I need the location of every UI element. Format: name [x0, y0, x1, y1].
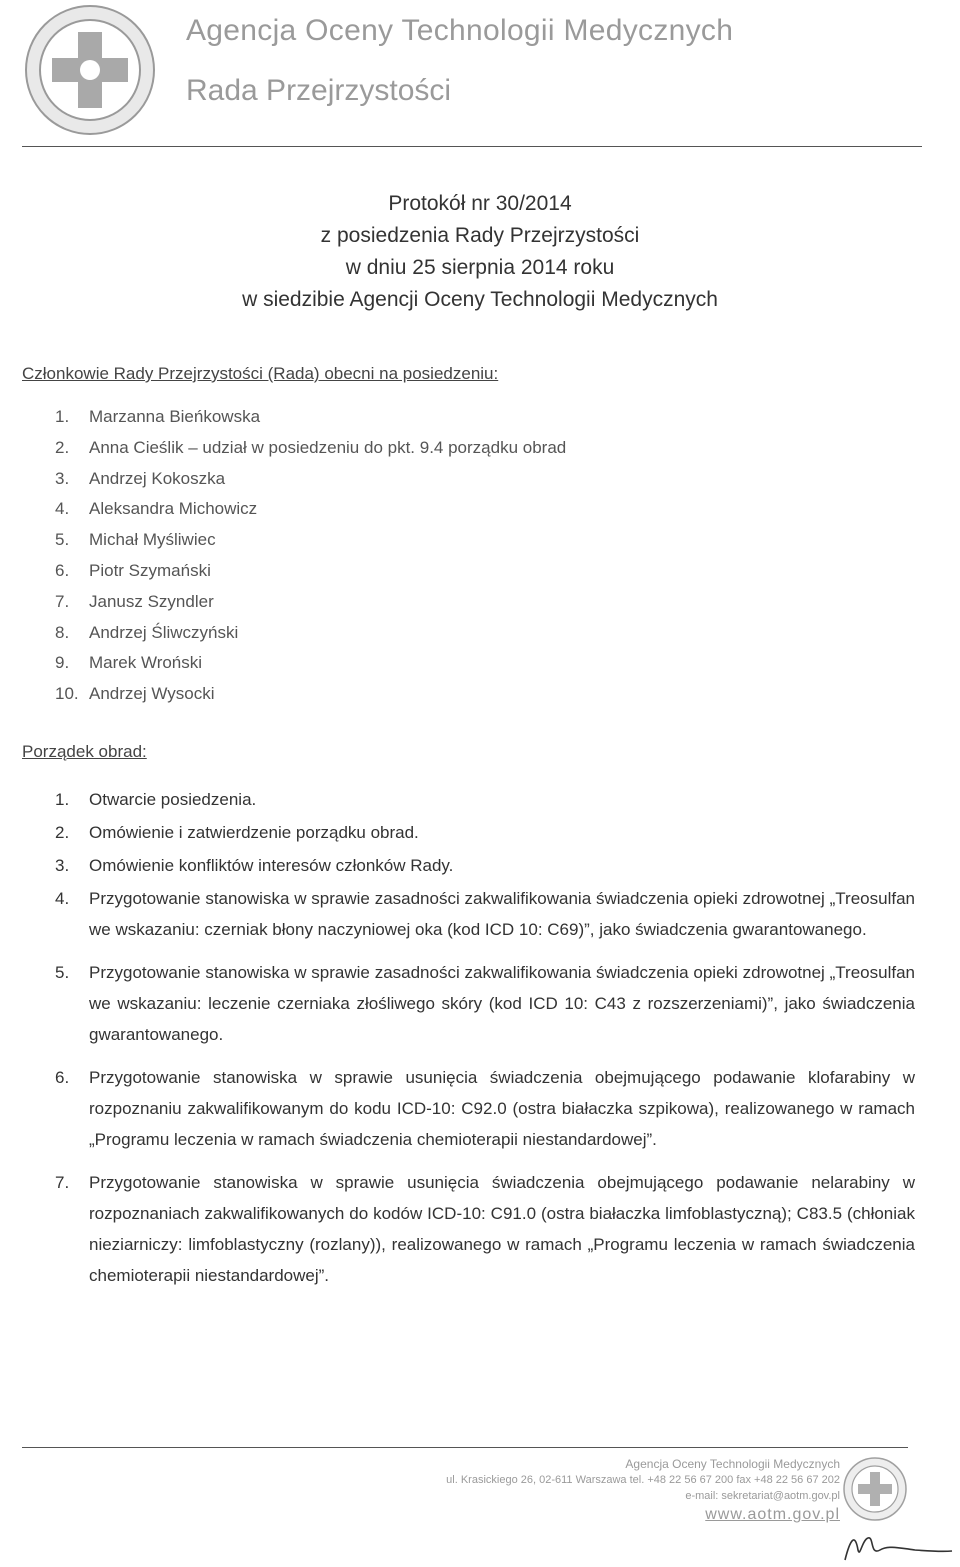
item-text: Omówienie konfliktów interesów członków Rady. [89, 856, 454, 875]
item-number: 2. [55, 437, 70, 457]
title-line-1: Protokół nr 30/2014 [388, 192, 572, 215]
agenda-list-item [55, 784, 915, 815]
member-list-item [55, 648, 566, 679]
member-list-item [55, 525, 566, 556]
item-number: 10. [55, 684, 79, 704]
aotm-seal-icon [842, 1456, 908, 1522]
item-text: Przygotowanie stanowiska w sprawie zasadności zakwalifikowania świadczenia opieki zdrowotnej „Treosulfan we wskazaniu: leczenie czerniaka złośliwego skóry (kod ICD 10: C43 z rozszerzeniami)”, jako świadczenia gwarantowanego. [89, 963, 915, 1044]
title-line-4: w siedzibie Agencji Oceny Technologii Medycznych [242, 288, 718, 311]
footer-email: e-mail: sekretariat@aotm.gov.pl [685, 1490, 840, 1502]
item-text: Michał Myśliwiec [89, 530, 216, 550]
header-divider [22, 146, 922, 147]
member-list-item [55, 679, 566, 710]
item-number: 7. [55, 1173, 70, 1192]
item-number: 1. [55, 790, 70, 809]
agenda-list-item [55, 817, 915, 848]
item-text: Przygotowanie stanowiska w sprawie usunięcia świadczenia obejmującego podawanie nelarabiny w rozpoznaniach zakwalifikowanych do kodów ICD-10: C91.0 (ostra białaczka limfoblastyczną); C83.5 (chłoniak nieziarniczy: limfoblastyczny (rozlany)), realizowanego w ramach „Programu leczenia w ramach świadczenia chemioterapii niestandardowej”. [89, 1173, 915, 1285]
member-list-item [55, 433, 566, 464]
agenda-list-item [55, 883, 915, 945]
item-text: Janusz Szyndler [89, 591, 214, 611]
members-heading: Członkowie Rady Przejrzystości (Rada) obecni na posiedzeniu: [22, 364, 499, 383]
members-list [55, 402, 566, 710]
agenda-list-item [55, 1062, 915, 1155]
agenda-list-item [55, 1167, 915, 1291]
title-line-2: z posiedzenia Rady Przejrzystości [320, 224, 640, 247]
item-number: 4. [55, 889, 70, 908]
member-list-item [55, 402, 566, 433]
item-text: Andrzej Śliwczyński [89, 622, 239, 642]
item-text: Andrzej Kokoszka [89, 468, 226, 488]
member-list-item [55, 556, 566, 587]
item-text: Otwarcie posiedzenia. [89, 790, 257, 809]
footer-address: ul. Krasickiego 26, 02-611 Warszawa tel. +48 22 56 67 200 fax +48 22 56 67 202 [446, 1474, 840, 1486]
document-title [0, 188, 960, 316]
organization-subtitle: Rada Przejrzystości [186, 74, 452, 107]
member-list-item [55, 587, 566, 618]
agenda-list [55, 784, 915, 1291]
item-text: Andrzej Wysocki [89, 684, 215, 704]
footer-website: www.aotm.gov.pl [705, 1506, 840, 1523]
aotm-seal-icon [22, 2, 158, 138]
item-number: 5. [55, 530, 70, 550]
member-list-item [55, 494, 566, 525]
letterhead [0, 0, 960, 150]
agenda-heading: Porządek obrad: [22, 742, 147, 761]
item-number: 3. [55, 468, 70, 488]
member-list-item [55, 464, 566, 495]
handwritten-signature-icon [840, 1520, 955, 1565]
item-number: 9. [55, 653, 70, 673]
item-number: 2. [55, 823, 70, 842]
title-line-3: w dniu 25 sierpnia 2014 roku [345, 256, 615, 279]
item-text: Anna Cieślik – udział w posiedzeniu do pkt. 9.4 porządku obrad [89, 437, 567, 457]
member-list-item [55, 618, 566, 649]
agenda-list-item [55, 957, 915, 1050]
item-number: 6. [55, 560, 70, 580]
item-text: Marzanna Bieńkowska [89, 407, 261, 426]
item-number: 8. [55, 622, 70, 642]
item-number: 1. [55, 407, 70, 426]
item-text: Piotr Szymański [89, 560, 211, 580]
item-number: 7. [55, 591, 70, 611]
item-number: 6. [55, 1068, 70, 1087]
item-text: Przygotowanie stanowiska w sprawie usunięcia świadczenia obejmującego podawanie klofarabiny w rozpoznaniu zakwalifikowanym do kodu ICD-10: C92.0 (ostra białaczka szpikowa), realizowanego w ramach „Programu leczenia w ramach świadczenia chemioterapii niestandardowej”. [89, 1068, 915, 1149]
item-text: Omówienie i zatwierdzenie porządku obrad. [89, 823, 419, 842]
item-text: Marek Wroński [89, 653, 203, 673]
item-text: Przygotowanie stanowiska w sprawie zasadności zakwalifikowania świadczenia opieki zdrowotnej „Treosulfan we wskazaniu: czerniak błony naczyniowej oka (kod ICD 10: C69)”, jako świadczenia gwarantowanego. [89, 889, 915, 939]
footer-divider [22, 1447, 908, 1448]
organization-title: Agencja Oceny Technologii Medycznych [186, 14, 734, 47]
item-number: 5. [55, 963, 70, 982]
item-number: 4. [55, 499, 70, 519]
item-number: 3. [55, 856, 70, 875]
footer-contact [446, 1456, 840, 1526]
item-text: Aleksandra Michowicz [89, 499, 258, 519]
footer-org: Agencja Oceny Technologii Medycznych [625, 1457, 840, 1471]
agenda-list-item [55, 850, 915, 881]
